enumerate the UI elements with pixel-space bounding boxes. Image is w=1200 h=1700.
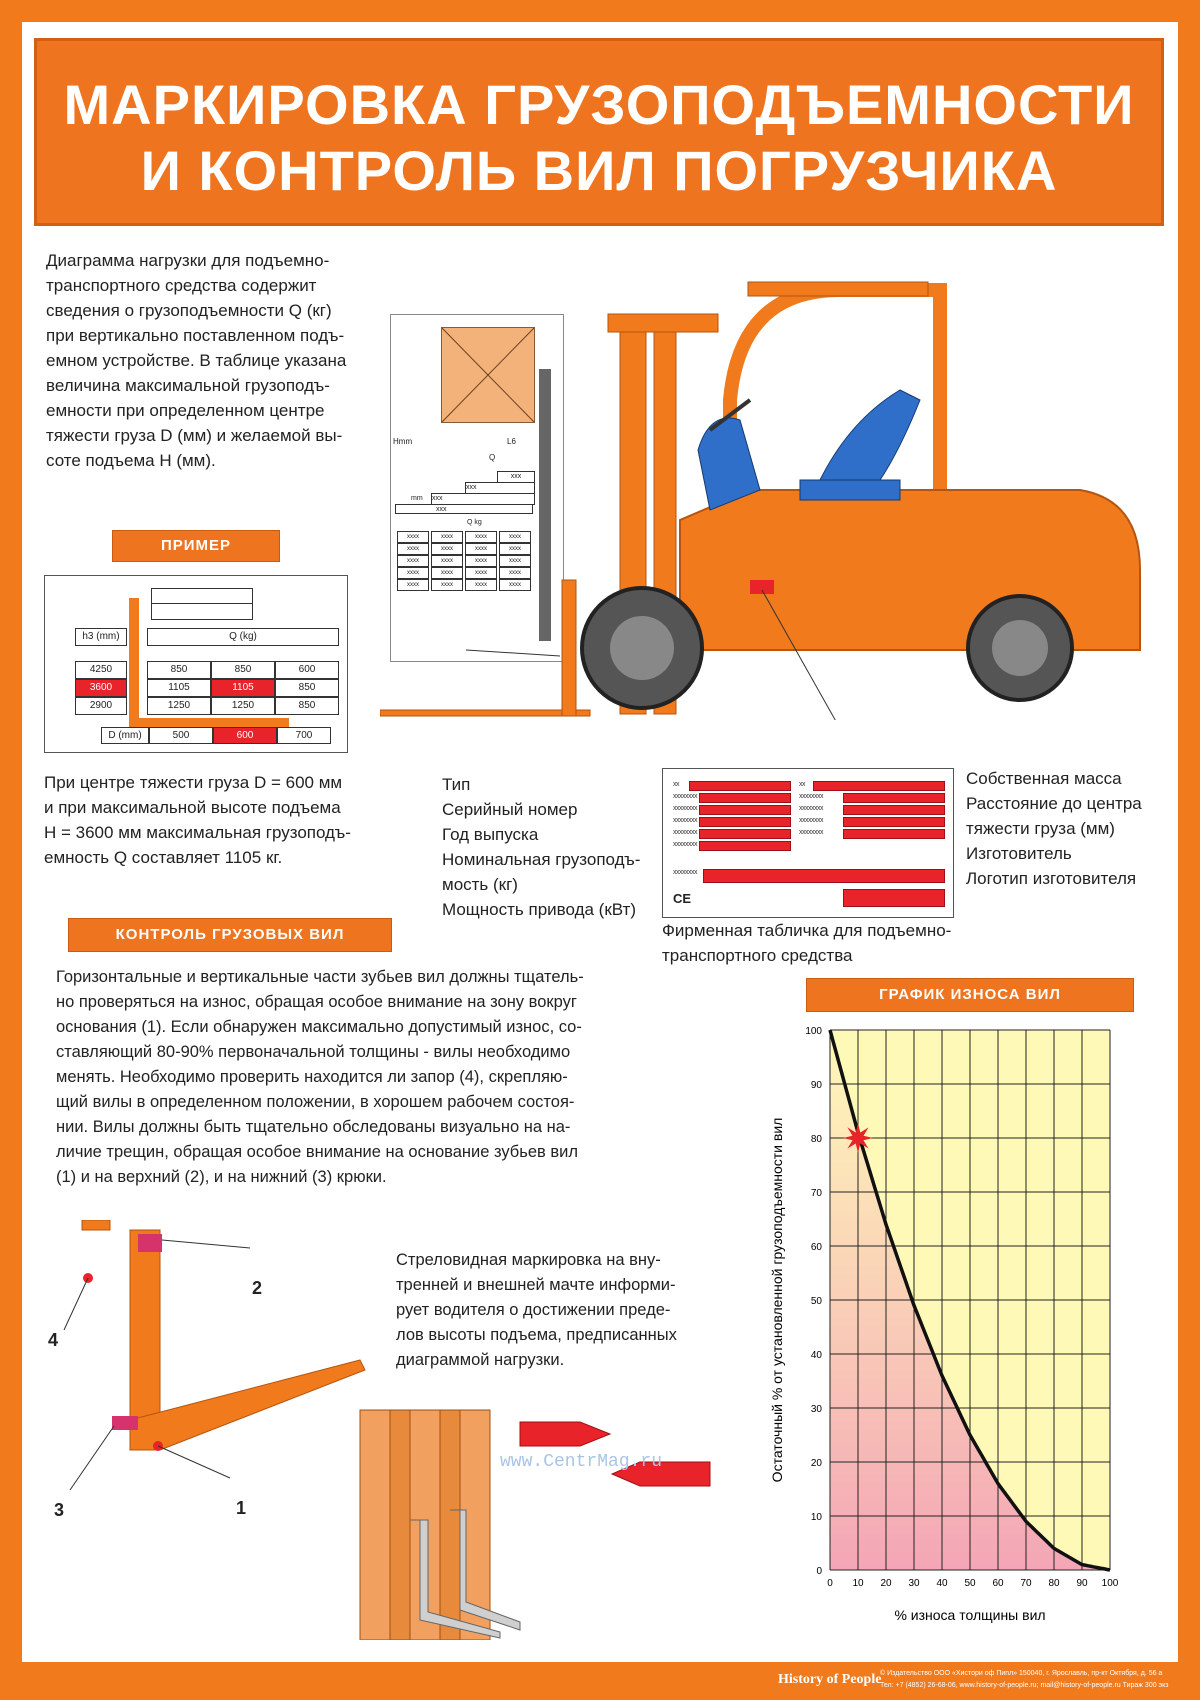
fork-illustration (60, 1220, 380, 1520)
caption-line: транспортного средства (662, 946, 853, 965)
plate-bar (699, 841, 791, 851)
d-cell: 700 (277, 727, 331, 744)
x-tick-label: 20 (880, 1578, 892, 1589)
y-tick-label: 10 (810, 1512, 822, 1523)
upper-hook (138, 1234, 162, 1252)
title-line-2: И КОНТРОЛЬ ВИЛ ПОГРУЗЧИКА (140, 139, 1058, 202)
h-column (75, 661, 127, 715)
callout-line (158, 1446, 230, 1478)
plate-code: xxxxxxxx (799, 817, 823, 824)
callout-number-2: 2 (252, 1278, 263, 1298)
forks-control-label: КОНТРОЛЬ ГРУЗОВЫХ ВИЛ (68, 918, 392, 952)
text-line: личие трещин, обращая особое внимание на основание зубьев вил (56, 1143, 578, 1161)
example-diagram (44, 575, 348, 753)
q-cell: 850 (147, 661, 211, 679)
load-table-cell: xxxx (397, 555, 429, 567)
q-row (147, 697, 339, 715)
wear-limit-star-icon (843, 1123, 873, 1153)
plate-code: xxxxxxxx (673, 829, 697, 836)
qkg-label: Q kg (467, 519, 482, 526)
arrow-text (396, 1248, 706, 1373)
text-line: менять. Необходимо проверить находится ли запор (4), скрепляю- (56, 1068, 568, 1086)
plate-bar (699, 817, 791, 827)
x-tick-label: 70 (1020, 1578, 1032, 1589)
q-cell-highlight: 1105 (211, 679, 275, 697)
example-plate-box (151, 588, 253, 620)
cab-roof (748, 282, 928, 296)
callout-line (162, 1240, 250, 1248)
footer-brand: History of People (778, 1672, 882, 1687)
plate-bar (689, 781, 791, 791)
plate-code: xxxxxxxx (673, 793, 697, 800)
step-cell: xxx (497, 471, 535, 483)
load-table-cell: xxxx (431, 543, 463, 555)
fork-blade (130, 1360, 365, 1450)
mast-illustration (350, 1400, 720, 1640)
y-tick-label: 90 (810, 1080, 822, 1091)
x-tick-label: 80 (1048, 1578, 1060, 1589)
y-tick-label: 20 (810, 1458, 822, 1469)
intro-text (46, 248, 356, 473)
text-line: рует водителя о достижении преде- (396, 1301, 671, 1319)
x-tick-label: 100 (1101, 1578, 1119, 1589)
plate-code: xxxxxxxx (673, 817, 697, 824)
q-cell: 850 (211, 661, 275, 679)
y-axis-label: Остаточный % от установленной грузоподъемности вил (769, 1117, 785, 1483)
plate-label: Год выпуска (442, 825, 539, 844)
arrow-marker-right (520, 1422, 610, 1446)
plate-label: Мощность привода (кВт) (442, 900, 636, 919)
wear-chart (760, 1020, 1130, 1660)
text-line: Горизонтальные и вертикальные части зубьев вил должны тщатель- (56, 968, 584, 986)
intro-line: емном устройстве. В таблице указана (46, 351, 347, 370)
q-row (147, 679, 339, 697)
plate-label: Тип (442, 775, 471, 794)
caption-line: H = 3600 мм максимальная грузоподъ- (44, 823, 351, 842)
plate-bar-wide (703, 869, 945, 883)
pointer-line (466, 650, 560, 656)
mm-label: mm (411, 495, 423, 502)
q-cell: 850 (275, 697, 339, 715)
plate-label: тяжести груза (мм) (966, 819, 1115, 838)
seat-back (820, 390, 920, 480)
plate-bar (843, 805, 945, 815)
text-line: но проверяться на износ, обращая особое внимание на зону вокруг (56, 993, 577, 1011)
intro-line: соте подъема H (мм). (46, 451, 216, 470)
mast-rail (390, 1410, 410, 1640)
text-line: ставляющий 80-90% первоначальной толщины - вилы необходимо (56, 1043, 571, 1061)
caption-line: и при максимальной высоте подъема (44, 798, 341, 817)
y-tick-label: 80 (810, 1134, 822, 1145)
fork-shank (130, 1230, 160, 1440)
load-table-cell: xxxx (465, 531, 497, 543)
plate-label: Серийный номер (442, 800, 578, 819)
q-cell: 1250 (147, 697, 211, 715)
plate-code: xxxxxxxx (673, 805, 697, 812)
plate-bar (699, 793, 791, 803)
load-table-cell: xxxx (397, 579, 429, 591)
plate-label: Расстояние до центра (966, 794, 1142, 813)
x-tick-label: 30 (908, 1578, 920, 1589)
plate-right-labels (966, 766, 1171, 891)
load-table-cell: xxxx (431, 579, 463, 591)
lower-hook (112, 1416, 138, 1430)
rear-hub (992, 620, 1048, 676)
footer-line: © Издательство ООО «Хистори оф Пипл» 150040, г. Ярославль, пр-кт Октября, д. 56 а (880, 1670, 1163, 1677)
l-label: L6 (507, 437, 516, 446)
plate-code: xxxxxxxx (799, 829, 823, 836)
plate-bar (699, 805, 791, 815)
plate-label: Логотип изготовителя (966, 869, 1137, 888)
d-cell-highlight: 600 (213, 727, 277, 744)
plate-code: xxxxxxxx (799, 793, 823, 800)
load-table-cell: xxxx (431, 567, 463, 579)
text-line: нии. Вилы должны быть тщательно обследованы визуально на на- (56, 1118, 571, 1136)
load-table-cell: xxxx (431, 531, 463, 543)
plate-code: xxxxxxxx (673, 869, 697, 876)
plate-bar (699, 829, 791, 839)
load-table-cell: xxxx (465, 555, 497, 567)
y-tick-label: 30 (810, 1404, 822, 1415)
fork-tine (380, 710, 590, 716)
x-tick-label: 40 (936, 1578, 948, 1589)
fork-carriage (562, 580, 576, 716)
step-cell: xxx (431, 493, 535, 505)
example-caption (44, 770, 374, 870)
mast-rail (440, 1410, 460, 1640)
forks-control-text (56, 965, 636, 1190)
q-row (147, 661, 339, 679)
intro-line: при вертикально поставленном подъ- (46, 326, 345, 345)
q-cell: 1105 (147, 679, 211, 697)
q-label: Q (489, 453, 496, 462)
q-cell: 850 (275, 679, 339, 697)
load-table-cell: xxxx (465, 567, 497, 579)
load-table-cell: xxxx (499, 543, 531, 555)
step-cell: xxx (465, 482, 535, 494)
plate-label: Собственная масса (966, 769, 1122, 788)
x-tick-labels (827, 1578, 1119, 1589)
h-cell-highlight: 3600 (75, 679, 127, 697)
x-tick-label: 90 (1076, 1578, 1088, 1589)
text-line: (1) и на верхний (2), и на нижний (3) крюки. (56, 1168, 387, 1186)
q-header: Q (kg) (147, 628, 339, 646)
plate-code: xxxxxxxx (799, 805, 823, 812)
x-tick-label: 60 (992, 1578, 1004, 1589)
x-axis-label: % износа толщины вил (894, 1607, 1046, 1623)
d-cell: 500 (149, 727, 213, 744)
plate-label: Изготовитель (966, 844, 1072, 863)
plate-code: xx (673, 781, 679, 788)
load-table-cell: xxxx (499, 555, 531, 567)
y-tick-label: 50 (810, 1296, 822, 1307)
load-table-cell: xxxx (465, 579, 497, 591)
plate-bar (843, 793, 945, 803)
callout-number-1: 1 (236, 1498, 247, 1518)
text-line: основания (1). Если обнаружен максимально допустимый износ, со- (56, 1018, 582, 1036)
x-tick-label: 0 (827, 1578, 833, 1589)
h-cell: 2900 (75, 697, 127, 715)
y-tick-label: 0 (816, 1566, 822, 1577)
text-line: щий вилы в определенном положении, в хорошем рабочем состоя- (56, 1093, 575, 1111)
watermark: www.CentrMag.ru (500, 1452, 663, 1472)
x-tick-label: 10 (852, 1578, 864, 1589)
front-hub (610, 616, 674, 680)
forklift-illustration (380, 280, 1160, 720)
load-table-cell: xxxx (499, 531, 531, 543)
y-tick-label: 60 (810, 1242, 822, 1253)
plate-label: мость (кг) (442, 875, 518, 894)
y-tick-label: 40 (810, 1350, 822, 1361)
d-row (101, 727, 331, 744)
load-table-cell: xxxx (431, 555, 463, 567)
example-label: ПРИМЕР (112, 530, 280, 562)
callout-number-4: 4 (48, 1330, 59, 1350)
ce-mark: CE (673, 891, 692, 906)
body-plate (750, 580, 774, 594)
load-table-cell: xxxx (397, 543, 429, 555)
caption-line: Фирменная табличка для подъемно- (662, 921, 952, 940)
y-tick-label: 70 (810, 1188, 822, 1199)
text-line: диаграммой нагрузки. (396, 1351, 565, 1369)
q-cell: 600 (275, 661, 339, 679)
h-header: h3 (mm) (75, 628, 127, 646)
intro-line: транспортного средства содержит (46, 276, 317, 295)
callout-line (64, 1278, 88, 1330)
load-table-cell: xxxx (397, 531, 429, 543)
y-tick-labels (805, 1026, 822, 1577)
title-banner (34, 38, 1164, 226)
callout-number-3: 3 (54, 1500, 65, 1520)
x-tick-label: 50 (964, 1578, 976, 1589)
title-line-1: МАРКИРОВКА ГРУЗОПОДЪЕМНОСТИ (63, 73, 1135, 136)
y-tick-label: 100 (805, 1026, 822, 1037)
forklift-body (680, 490, 1140, 650)
type-plate (662, 768, 954, 918)
chart-title: ГРАФИК ИЗНОСА ВИЛ (806, 978, 1134, 1012)
caption-line: емность Q составляет 1105 кг. (44, 848, 283, 867)
step-cell: xxx (395, 504, 533, 514)
q-cell: 1250 (211, 697, 275, 715)
load-table-cell: xxxx (499, 579, 531, 591)
intro-line: емности при определенном центре (46, 401, 325, 420)
load-table-cell: xxxx (465, 543, 497, 555)
plate-logo-bar (843, 889, 945, 907)
intro-line: сведения о грузоподъемности Q (кг) (46, 301, 332, 320)
lock-pin (82, 1220, 110, 1230)
text-line: Стреловидная маркировка на вну- (396, 1251, 661, 1269)
plate-bar (843, 829, 945, 839)
text-line: тренней и внешней мачте информи- (396, 1276, 676, 1294)
h-cell: 4250 (75, 661, 127, 679)
plate-caption (662, 918, 982, 968)
plate-bar (813, 781, 945, 791)
load-table-cell: xxxx (397, 567, 429, 579)
plate-code: xx (799, 781, 805, 788)
plate-label: Номинальная грузоподъ- (442, 850, 641, 869)
example-mast (129, 598, 139, 728)
plate-code: xxxxxxxx (673, 841, 697, 848)
text-line: лов высоты подъема, предписанных (396, 1326, 677, 1344)
load-table-cell: xxxx (499, 567, 531, 579)
d-label: D (mm) (101, 727, 149, 744)
plate-bar (843, 817, 945, 827)
plate-left-labels (442, 772, 672, 922)
intro-line: Диаграмма нагрузки для подъемно- (46, 251, 330, 270)
intro-line: тяжести груза D (мм) и желаемой вы- (46, 426, 343, 445)
footer-line: Тел: +7 (4852) 26-68-06, www.history-of-people.ru; mail@history-of-people.ru Тираж 300 экз (880, 1682, 1169, 1689)
mast-top (608, 314, 718, 332)
seat-cushion (800, 480, 900, 500)
q-table (147, 661, 339, 715)
intro-line: величина максимальной грузоподъ- (46, 376, 330, 395)
callout-line (70, 1426, 114, 1490)
caption-line: При центре тяжести груза D = 600 мм (44, 773, 343, 792)
h-label: Hmm (393, 437, 413, 446)
